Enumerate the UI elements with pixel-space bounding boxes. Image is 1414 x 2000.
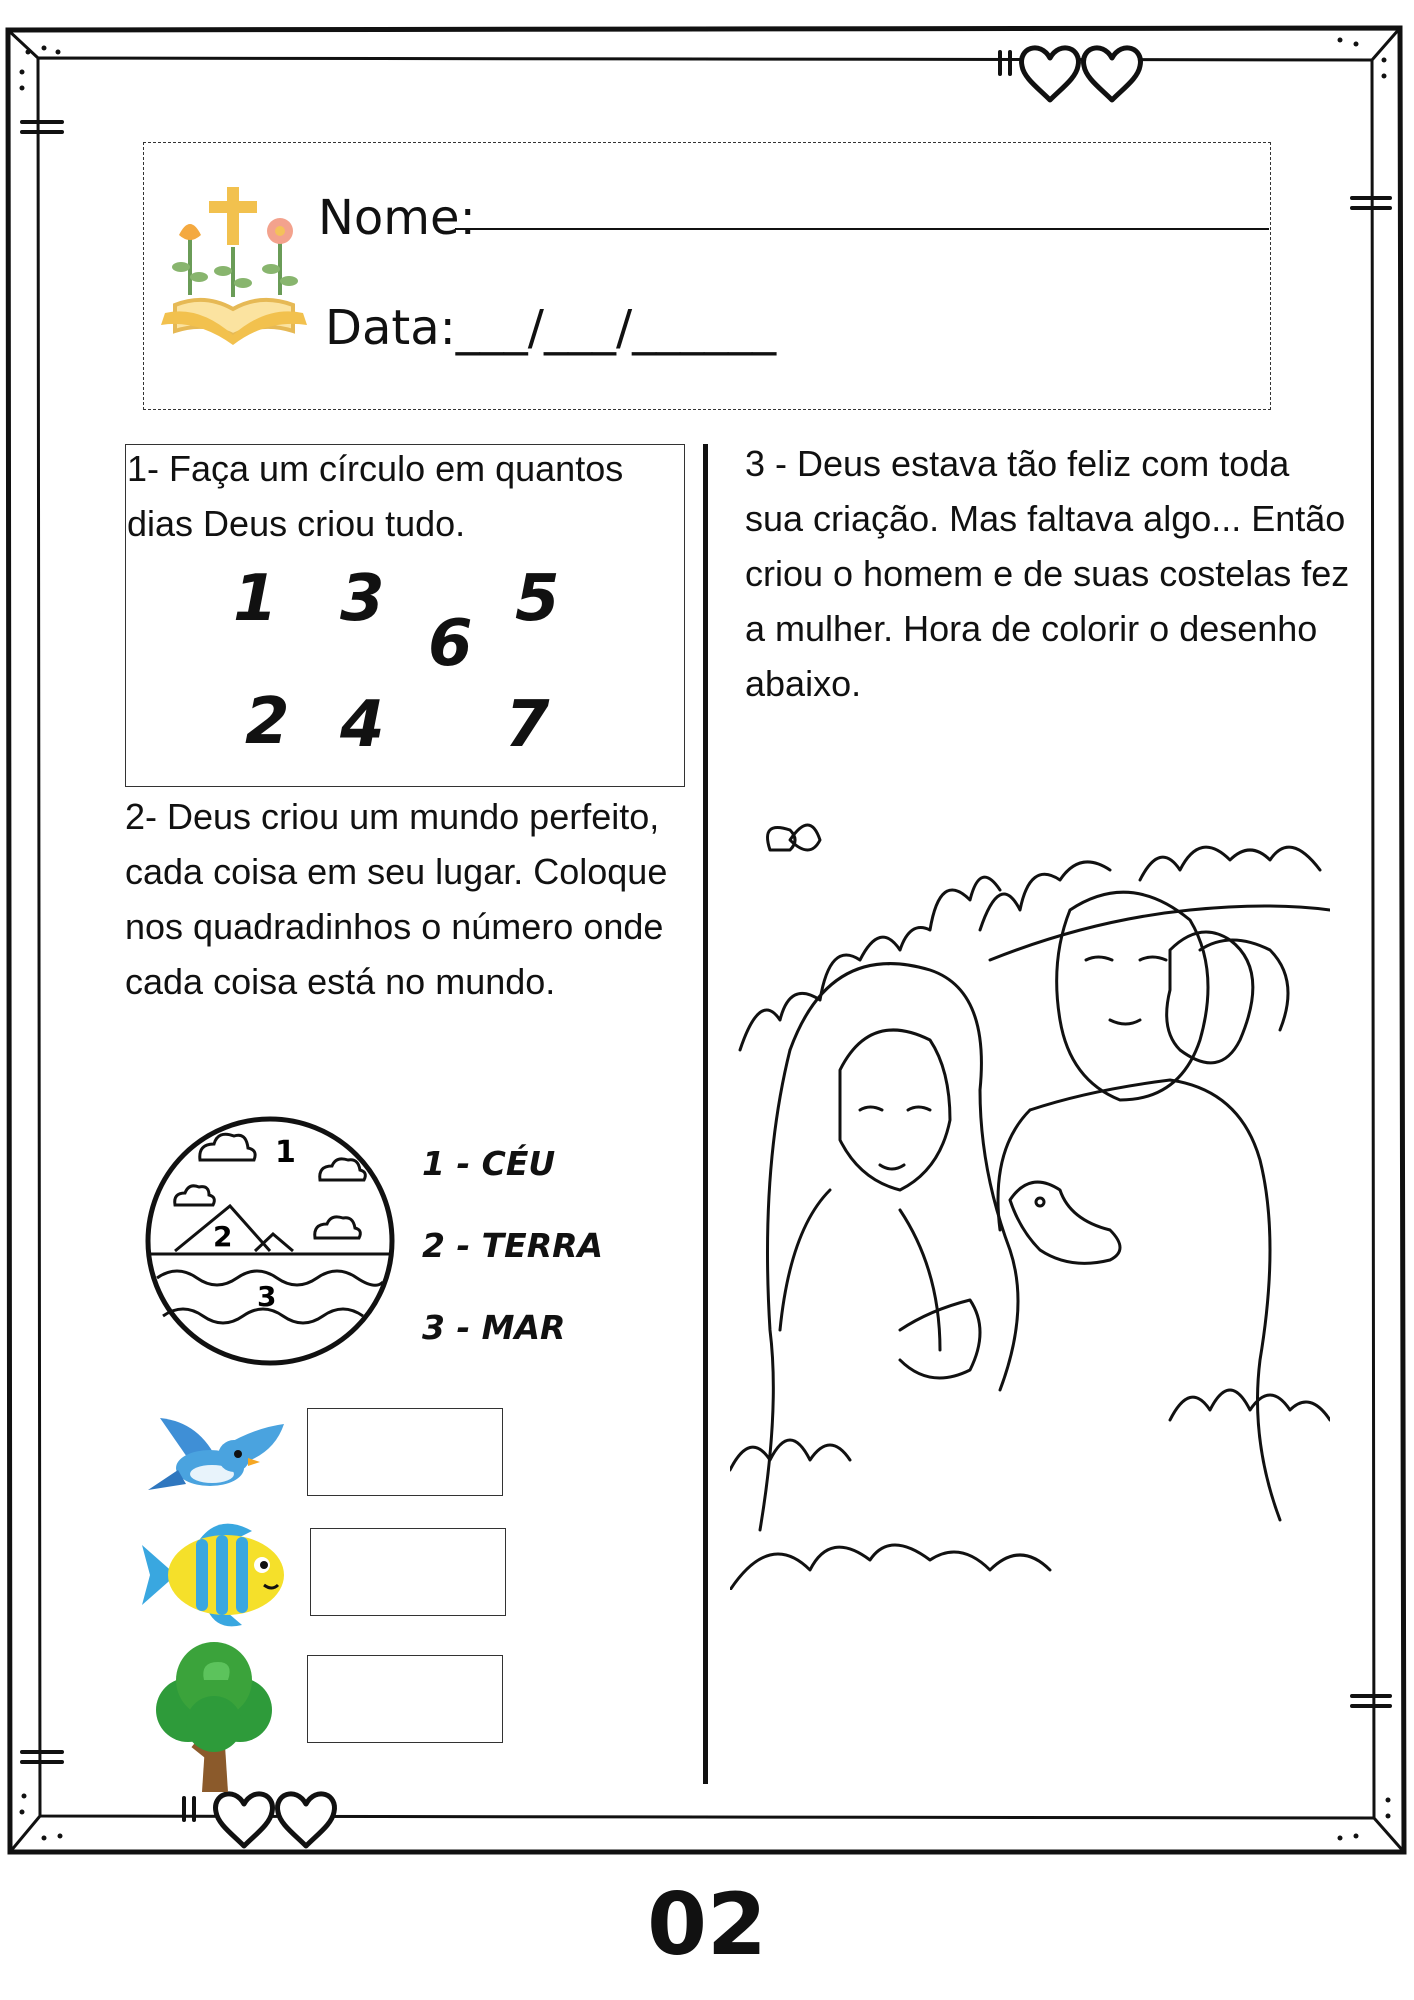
bible-flowers-icon [155,185,315,350]
day-number[interactable]: 3 [340,562,385,636]
fish-answer-box[interactable] [310,1528,506,1616]
question2-text: 2- Deus criou um mundo perfeito, cada coisa em seu lugar. Coloque nos quadradinhos o número onde cada coisa está no mundo. [125,796,668,1002]
tree-icon [148,1640,280,1792]
day-number[interactable]: 7 [505,688,550,762]
legend-land: 2 - TERRA [422,1226,604,1265]
fish-icon [138,1515,293,1633]
day-number[interactable]: 6 [428,607,473,681]
page-number: 02 [647,1875,767,1975]
world-layers-diagram [145,1110,395,1372]
day-number[interactable]: 5 [515,562,560,636]
question1-text: 1- Faça um círculo em quantos dias Deus criou tudo. [127,448,624,544]
bird-answer-box[interactable] [307,1408,503,1496]
bird-icon [140,1402,285,1502]
date-label: Data:___/___/______ [325,300,777,356]
name-input-line[interactable] [455,228,1269,230]
adam-eve-coloring-drawing [730,770,1330,1590]
tree-answer-box[interactable] [307,1655,503,1743]
legend-sky: 1 - CÉU [422,1144,556,1183]
sea-label: 3 [257,1280,277,1313]
sky-label: 1 [275,1135,296,1170]
land-label: 2 [213,1220,233,1253]
legend-sea: 3 - MAR [422,1308,566,1347]
name-label: Nome: [318,190,476,246]
day-number[interactable]: 2 [245,685,290,759]
column-divider [703,444,708,1784]
day-number[interactable]: 1 [233,562,278,636]
day-number[interactable]: 4 [340,688,385,762]
question3-text: 3 - Deus estava tão feliz com toda sua criação. Mas faltava algo... Então criou o homem e de suas costelas fez a mulher. Hora de colorir o desenho abaixo. [745,443,1350,704]
